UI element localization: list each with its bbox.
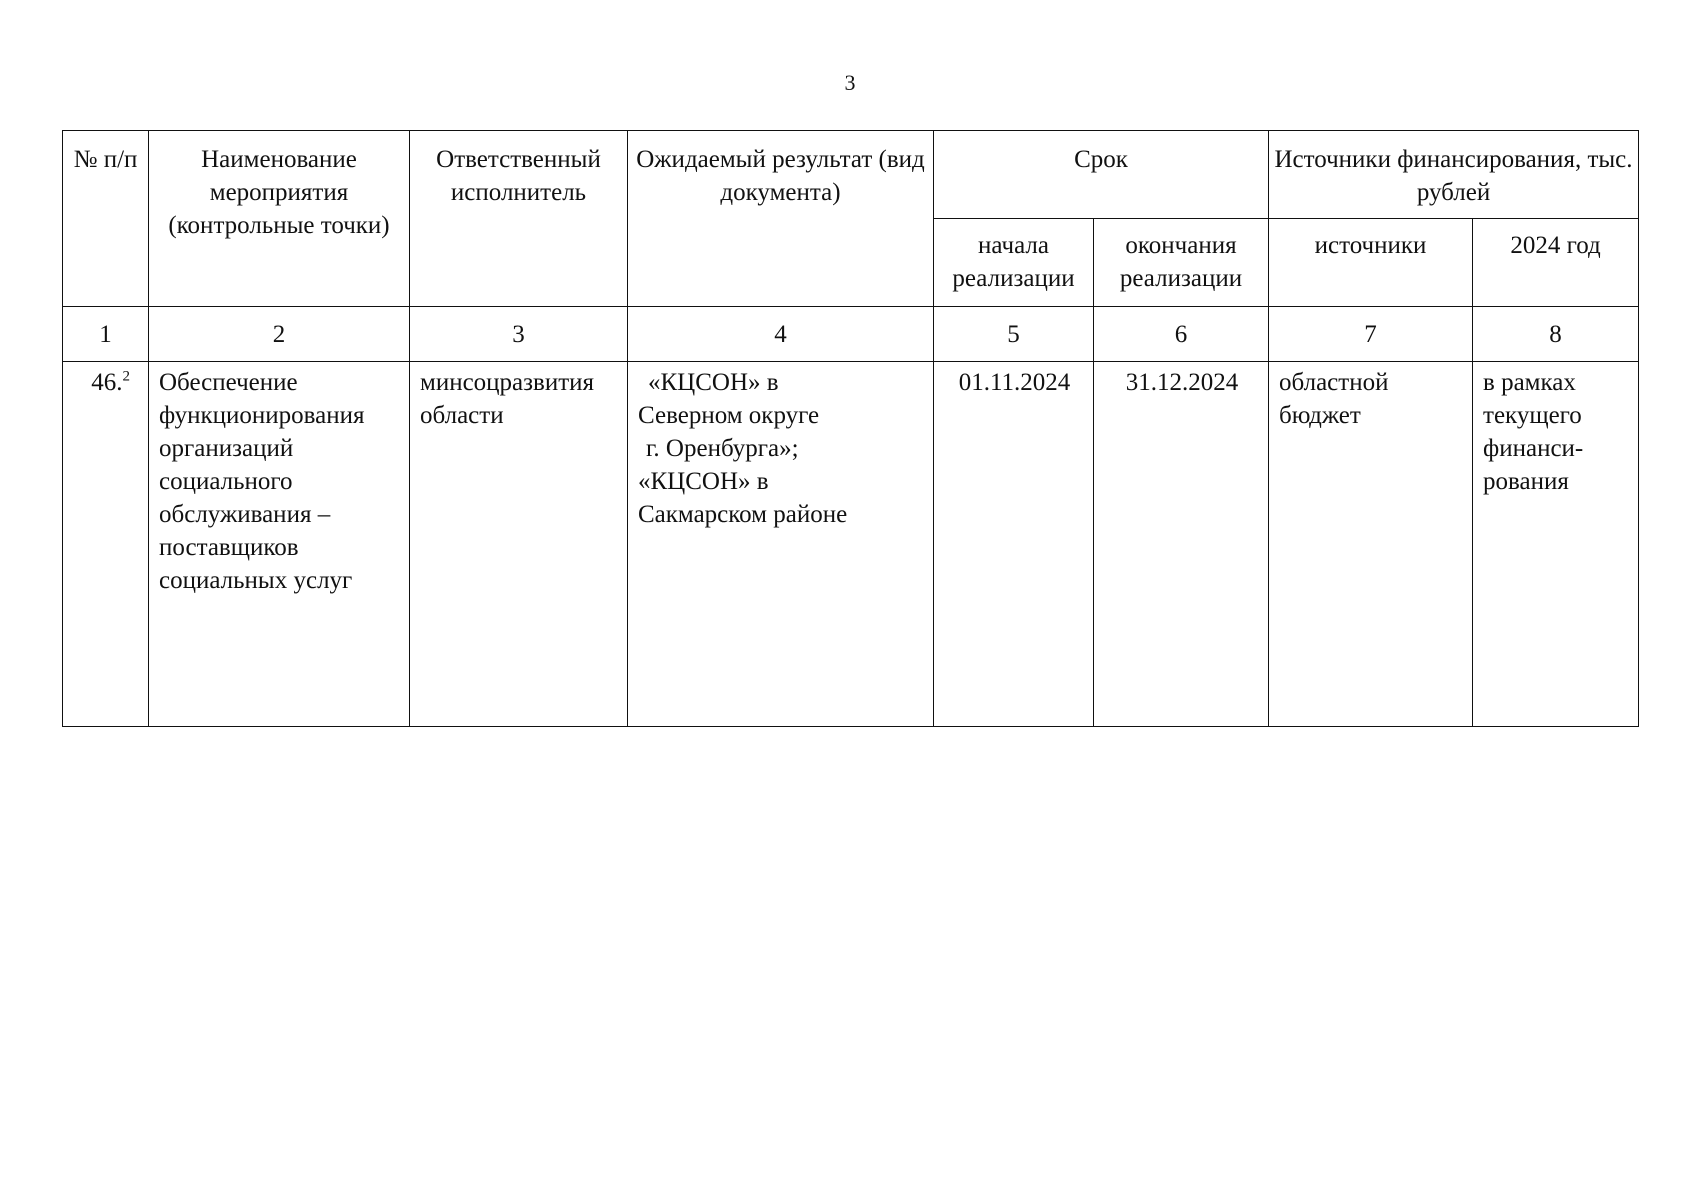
row-funding-amount: в рамках текущего финанси-рования [1473, 362, 1639, 727]
header-name: Наименование мероприятия (контрольные точки) [149, 131, 410, 307]
header-funding-sources: источники [1269, 219, 1473, 307]
header-funding: Источники финансирования, тыс. рублей [1269, 131, 1639, 219]
row-result [628, 362, 934, 727]
column-number-8: 8 [1473, 307, 1639, 362]
header-num: № п/п [63, 131, 149, 307]
column-number-1: 1 [63, 307, 149, 362]
row-result-line: Сакмарском районе [638, 501, 848, 528]
row-result-line: Северном округе [638, 402, 820, 429]
row-result-line: г. Оренбурга»; [646, 435, 799, 462]
header-term-start: начала реализации [934, 219, 1094, 307]
table-row [63, 362, 1639, 727]
row-start-date: 01.11.2024 [934, 362, 1094, 727]
header-result: Ожидаемый результат (вид документа) [628, 131, 934, 307]
row-number-main: 46. [91, 369, 123, 396]
header-responsible: Ответственный исполнитель [410, 131, 628, 307]
header-term: Срок [934, 131, 1269, 219]
header-row-top [63, 131, 1639, 219]
row-measure-name: Обеспечение функционирования организаций социального обслуживания – поставщиков социальных услуг [149, 362, 410, 727]
row-funding-source: областной бюджет [1269, 362, 1473, 727]
row-end-date: 31.12.2024 [1094, 362, 1269, 727]
column-number-2: 2 [149, 307, 410, 362]
column-number-7: 7 [1269, 307, 1473, 362]
header-funding-year: 2024 год [1473, 219, 1639, 307]
column-number-6: 6 [1094, 307, 1269, 362]
row-result-line: «КЦСОН» в [648, 369, 779, 396]
header-term-end: окончания реализации [1094, 219, 1269, 307]
page-number: 3 [844, 70, 856, 95]
plan-table [62, 130, 1639, 727]
column-number-4: 4 [628, 307, 934, 362]
column-number-row [63, 307, 1639, 362]
row-number [63, 362, 149, 727]
row-result-line: «КЦСОН» в [638, 468, 769, 495]
row-number-superscript: 2 [122, 368, 130, 385]
row-responsible: минсоцразвития области [410, 362, 628, 727]
column-number-5: 5 [934, 307, 1094, 362]
column-number-3: 3 [410, 307, 628, 362]
